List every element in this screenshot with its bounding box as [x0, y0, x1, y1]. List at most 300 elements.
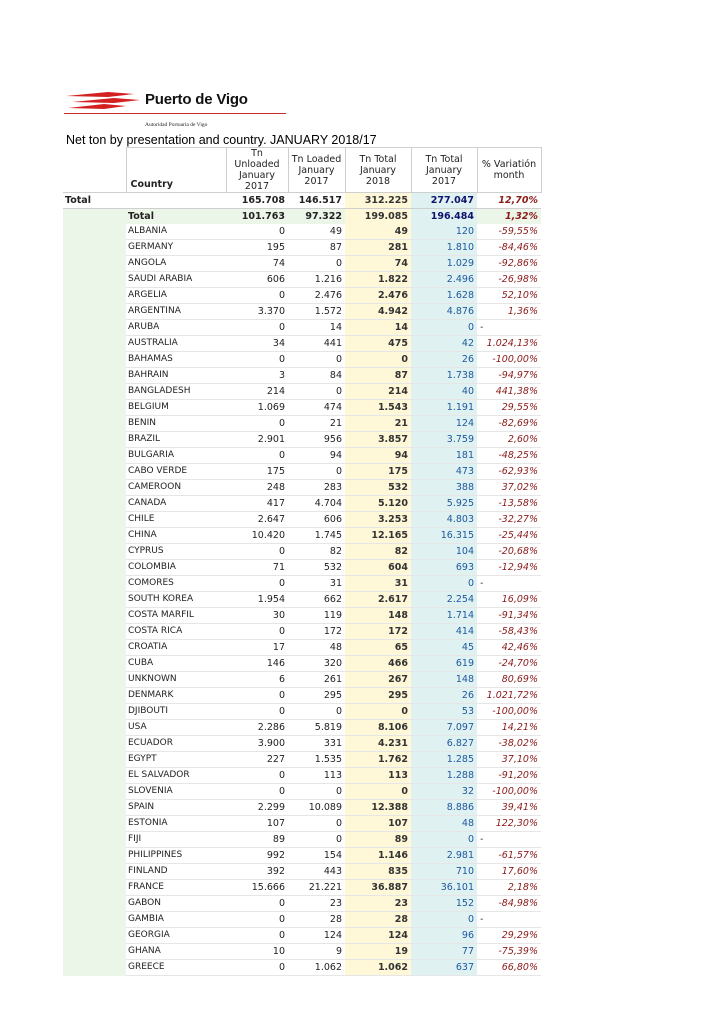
unloaded-cell: 0: [226, 688, 288, 704]
table-row: [63, 592, 541, 608]
country-cell: ALBANIA: [126, 224, 226, 240]
variation-cell: 14,21%: [477, 720, 541, 736]
col-header-unloaded: Tn Unloaded January 2017: [226, 148, 288, 193]
variation-cell: 37,10%: [477, 752, 541, 768]
loaded-cell: 0: [288, 384, 345, 400]
unloaded-cell: 0: [226, 768, 288, 784]
loaded-cell: 261: [288, 672, 345, 688]
table-row: [63, 560, 541, 576]
loaded-cell: 84: [288, 368, 345, 384]
table-row: [63, 416, 541, 432]
page-title: Net ton by presentation and country. JANUARY 2018/17: [66, 133, 377, 147]
loaded-cell: 474: [288, 400, 345, 416]
total-2018-cell: 3.253: [345, 512, 411, 528]
unloaded-cell: 214: [226, 384, 288, 400]
logo-subtitle: Autoridad Portuaria de Vigo: [145, 122, 208, 128]
total-2017-cell: 1.628: [411, 288, 477, 304]
header-row: [63, 148, 541, 193]
total-2017-cell: 77: [411, 944, 477, 960]
country-cell: CANADA: [126, 496, 226, 512]
total-2018-cell: 532: [345, 480, 411, 496]
variation-cell: 39,41%: [477, 800, 541, 816]
subtotal-unloaded: 101.763: [226, 209, 288, 225]
country-cell: PHILIPPINES: [126, 848, 226, 864]
loaded-cell: 956: [288, 432, 345, 448]
loaded-cell: 0: [288, 256, 345, 272]
country-cell: DJIBOUTI: [126, 704, 226, 720]
variation-cell: -61,57%: [477, 848, 541, 864]
country-cell: BAHAMAS: [126, 352, 226, 368]
table-row: [63, 336, 541, 352]
country-cell: BULGARIA: [126, 448, 226, 464]
loaded-cell: 9: [288, 944, 345, 960]
country-cell: CABO VERDE: [126, 464, 226, 480]
country-cell: SOUTH KOREA: [126, 592, 226, 608]
country-cell: BRAZIL: [126, 432, 226, 448]
total-2018-cell: 1.062: [345, 960, 411, 976]
variation-cell: -91,34%: [477, 608, 541, 624]
country-cell: BAHRAIN: [126, 368, 226, 384]
unloaded-cell: 146: [226, 656, 288, 672]
country-cell: GREECE: [126, 960, 226, 976]
col-header-loaded: Tn Loaded January 2017: [288, 148, 345, 193]
variation-cell: -84,46%: [477, 240, 541, 256]
loaded-cell: 21: [288, 416, 345, 432]
total-2017-cell: 2.981: [411, 848, 477, 864]
loaded-cell: 28: [288, 912, 345, 928]
unloaded-cell: 0: [226, 320, 288, 336]
unloaded-cell: 0: [226, 928, 288, 944]
variation-cell: -26,98%: [477, 272, 541, 288]
variation-cell: -100,00%: [477, 784, 541, 800]
total-2018-cell: 87: [345, 368, 411, 384]
total-2018-cell: 281: [345, 240, 411, 256]
country-cell: COLOMBIA: [126, 560, 226, 576]
total-2018-cell: 172: [345, 624, 411, 640]
col-header-variation: % Variatión month: [477, 148, 541, 193]
subtotal-label: Total: [126, 209, 226, 225]
variation-cell: -13,58%: [477, 496, 541, 512]
total-2017-cell: 414: [411, 624, 477, 640]
table-row: [63, 464, 541, 480]
unloaded-cell: 15.666: [226, 880, 288, 896]
total-2018-cell: 74: [345, 256, 411, 272]
loaded-cell: 31: [288, 576, 345, 592]
total-2017-cell: 1.285: [411, 752, 477, 768]
variation-cell: -100,00%: [477, 352, 541, 368]
variation-cell: 29,29%: [477, 928, 541, 944]
loaded-cell: 331: [288, 736, 345, 752]
country-cell: CYPRUS: [126, 544, 226, 560]
unloaded-cell: 0: [226, 960, 288, 976]
grand-total-row: [63, 193, 541, 209]
total-2017-cell: 1.714: [411, 608, 477, 624]
total-2018-cell: 4.942: [345, 304, 411, 320]
table-row: [63, 640, 541, 656]
variation-cell: 122,30%: [477, 816, 541, 832]
total-2018-cell: 89: [345, 832, 411, 848]
total-2018-cell: 1.543: [345, 400, 411, 416]
table-row: [63, 400, 541, 416]
table-row: [63, 816, 541, 832]
total-2018-cell: 14: [345, 320, 411, 336]
total-2017-cell: 124: [411, 416, 477, 432]
total-2018-cell: 21: [345, 416, 411, 432]
group-indent-cell: [63, 209, 126, 976]
country-cell: CHILE: [126, 512, 226, 528]
total-2018-cell: 214: [345, 384, 411, 400]
table-row: [63, 848, 541, 864]
total-2018-cell: 2.476: [345, 288, 411, 304]
loaded-cell: 0: [288, 464, 345, 480]
unloaded-cell: 3.900: [226, 736, 288, 752]
country-cell: COMORES: [126, 576, 226, 592]
variation-cell: -84,98%: [477, 896, 541, 912]
variation-cell: 1,36%: [477, 304, 541, 320]
variation-cell: 2,60%: [477, 432, 541, 448]
total-2017-cell: 1.738: [411, 368, 477, 384]
loaded-cell: 49: [288, 224, 345, 240]
variation-cell: 37,02%: [477, 480, 541, 496]
unloaded-cell: 3.370: [226, 304, 288, 320]
grand-total-label: Total: [63, 193, 226, 209]
total-2018-cell: 4.231: [345, 736, 411, 752]
country-cell: EL SALVADOR: [126, 768, 226, 784]
variation-cell: 16,09%: [477, 592, 541, 608]
variation-cell: -20,68%: [477, 544, 541, 560]
total-2017-cell: 0: [411, 320, 477, 336]
total-2018-cell: 107: [345, 816, 411, 832]
country-cell: EGYPT: [126, 752, 226, 768]
loaded-cell: 4.704: [288, 496, 345, 512]
variation-cell: -: [477, 576, 541, 592]
loaded-cell: 48: [288, 640, 345, 656]
variation-cell: -94,97%: [477, 368, 541, 384]
loaded-cell: 5.819: [288, 720, 345, 736]
total-2018-cell: 175: [345, 464, 411, 480]
port-logo-icon: [64, 88, 142, 114]
total-2018-cell: 604: [345, 560, 411, 576]
total-2018-cell: 0: [345, 704, 411, 720]
total-2018-cell: 2.617: [345, 592, 411, 608]
table-row: [63, 320, 541, 336]
unloaded-cell: 0: [226, 784, 288, 800]
table-row: [63, 448, 541, 464]
unloaded-cell: 606: [226, 272, 288, 288]
table-row: [63, 672, 541, 688]
loaded-cell: 172: [288, 624, 345, 640]
total-2017-cell: 2.254: [411, 592, 477, 608]
total-2018-cell: 94: [345, 448, 411, 464]
country-cell: FINLAND: [126, 864, 226, 880]
unloaded-cell: 0: [226, 448, 288, 464]
col-header-total-2018: Tn Total January 2018: [345, 148, 411, 193]
total-2017-cell: 1.810: [411, 240, 477, 256]
total-2018-cell: 23: [345, 896, 411, 912]
table-row: [63, 608, 541, 624]
variation-cell: -25,44%: [477, 528, 541, 544]
unloaded-cell: 175: [226, 464, 288, 480]
total-2018-cell: 12.388: [345, 800, 411, 816]
country-cell: ECUADOR: [126, 736, 226, 752]
grand-total-unloaded: 165.708: [226, 193, 288, 209]
loaded-cell: 606: [288, 512, 345, 528]
table-row: [63, 256, 541, 272]
subtotal-2018: 199.085: [345, 209, 411, 225]
total-2018-cell: 65: [345, 640, 411, 656]
variation-cell: -: [477, 912, 541, 928]
table-row: [63, 704, 541, 720]
total-2017-cell: 104: [411, 544, 477, 560]
subtotal-row: [63, 209, 541, 225]
country-cell: USA: [126, 720, 226, 736]
total-2017-cell: 48: [411, 816, 477, 832]
total-2018-cell: 295: [345, 688, 411, 704]
unloaded-cell: 0: [226, 912, 288, 928]
total-2017-cell: 693: [411, 560, 477, 576]
table-row: [63, 656, 541, 672]
table-row: [63, 304, 541, 320]
table-row: [63, 688, 541, 704]
unloaded-cell: 10.420: [226, 528, 288, 544]
total-2017-cell: 152: [411, 896, 477, 912]
total-2017-cell: 710: [411, 864, 477, 880]
total-2017-cell: 7.097: [411, 720, 477, 736]
loaded-cell: 154: [288, 848, 345, 864]
variation-cell: -12,94%: [477, 560, 541, 576]
loaded-cell: 1.572: [288, 304, 345, 320]
loaded-cell: 23: [288, 896, 345, 912]
unloaded-cell: 1.069: [226, 400, 288, 416]
total-2018-cell: 82: [345, 544, 411, 560]
total-2017-cell: 1.191: [411, 400, 477, 416]
loaded-cell: 21.221: [288, 880, 345, 896]
total-2018-cell: 8.106: [345, 720, 411, 736]
table-row: [63, 352, 541, 368]
total-2017-cell: 148: [411, 672, 477, 688]
loaded-cell: 1.216: [288, 272, 345, 288]
unloaded-cell: 71: [226, 560, 288, 576]
total-2018-cell: 0: [345, 784, 411, 800]
unloaded-cell: 417: [226, 496, 288, 512]
country-cell: COSTA RICA: [126, 624, 226, 640]
table-row: [63, 224, 541, 240]
subtotal-2017: 196.484: [411, 209, 477, 225]
table-row: [63, 512, 541, 528]
table-row: [63, 240, 541, 256]
unloaded-cell: 34: [226, 336, 288, 352]
table-row: [63, 864, 541, 880]
variation-cell: -: [477, 832, 541, 848]
table-row: [63, 832, 541, 848]
grand-total-2018: 312.225: [345, 193, 411, 209]
country-cell: COSTA MARFIL: [126, 608, 226, 624]
total-2018-cell: 5.120: [345, 496, 411, 512]
table-row: [63, 768, 541, 784]
variation-cell: -91,20%: [477, 768, 541, 784]
table-row: [63, 480, 541, 496]
total-2018-cell: 49: [345, 224, 411, 240]
total-2017-cell: 26: [411, 352, 477, 368]
table-row: [63, 288, 541, 304]
total-2017-cell: 4.803: [411, 512, 477, 528]
table-row: [63, 880, 541, 896]
loaded-cell: 94: [288, 448, 345, 464]
total-2018-cell: 3.857: [345, 432, 411, 448]
variation-cell: 17,60%: [477, 864, 541, 880]
unloaded-cell: 0: [226, 224, 288, 240]
total-2017-cell: 619: [411, 656, 477, 672]
loaded-cell: 0: [288, 816, 345, 832]
country-cell: FIJI: [126, 832, 226, 848]
table-row: [63, 496, 541, 512]
variation-cell: 1.024,13%: [477, 336, 541, 352]
total-2017-cell: 16.315: [411, 528, 477, 544]
total-2017-cell: 1.288: [411, 768, 477, 784]
variation-cell: -24,70%: [477, 656, 541, 672]
total-2018-cell: 1.762: [345, 752, 411, 768]
variation-cell: -75,39%: [477, 944, 541, 960]
total-2018-cell: 19: [345, 944, 411, 960]
unloaded-cell: 30: [226, 608, 288, 624]
total-2017-cell: 8.886: [411, 800, 477, 816]
table-row: [63, 368, 541, 384]
table-row: [63, 576, 541, 592]
country-cell: GEORGIA: [126, 928, 226, 944]
variation-cell: 29,55%: [477, 400, 541, 416]
country-cell: ARUBA: [126, 320, 226, 336]
variation-cell: -100,00%: [477, 704, 541, 720]
unloaded-cell: 2.647: [226, 512, 288, 528]
table-row: [63, 544, 541, 560]
unloaded-cell: 6: [226, 672, 288, 688]
unloaded-cell: 0: [226, 544, 288, 560]
variation-cell: -82,69%: [477, 416, 541, 432]
col-header-country: Country: [126, 148, 226, 193]
unloaded-cell: 0: [226, 288, 288, 304]
country-cell: BANGLADESH: [126, 384, 226, 400]
loaded-cell: 443: [288, 864, 345, 880]
total-2017-cell: 4.876: [411, 304, 477, 320]
country-cell: GHANA: [126, 944, 226, 960]
loaded-cell: 295: [288, 688, 345, 704]
unloaded-cell: 10: [226, 944, 288, 960]
tonnage-table: [63, 147, 542, 976]
table-row: [63, 736, 541, 752]
unloaded-cell: 227: [226, 752, 288, 768]
loaded-cell: 1.535: [288, 752, 345, 768]
variation-cell: 66,80%: [477, 960, 541, 976]
loaded-cell: 10.089: [288, 800, 345, 816]
country-cell: BELGIUM: [126, 400, 226, 416]
grand-total-loaded: 146.517: [288, 193, 345, 209]
table-row: [63, 784, 541, 800]
loaded-cell: 662: [288, 592, 345, 608]
loaded-cell: 0: [288, 352, 345, 368]
total-2017-cell: 473: [411, 464, 477, 480]
loaded-cell: 0: [288, 784, 345, 800]
total-2017-cell: 36.101: [411, 880, 477, 896]
unloaded-cell: 3: [226, 368, 288, 384]
country-cell: ANGOLA: [126, 256, 226, 272]
total-2017-cell: 637: [411, 960, 477, 976]
table-row: [63, 912, 541, 928]
total-2017-cell: 0: [411, 576, 477, 592]
total-2018-cell: 466: [345, 656, 411, 672]
total-2018-cell: 1.822: [345, 272, 411, 288]
subtotal-loaded: 97.322: [288, 209, 345, 225]
total-2018-cell: 0: [345, 352, 411, 368]
unloaded-cell: 17: [226, 640, 288, 656]
variation-cell: -32,27%: [477, 512, 541, 528]
unloaded-cell: 0: [226, 704, 288, 720]
country-cell: SPAIN: [126, 800, 226, 816]
total-2017-cell: 388: [411, 480, 477, 496]
total-2018-cell: 124: [345, 928, 411, 944]
total-2018-cell: 12.165: [345, 528, 411, 544]
total-2018-cell: 36.887: [345, 880, 411, 896]
country-cell: CROATIA: [126, 640, 226, 656]
table-row: [63, 272, 541, 288]
total-2017-cell: 32: [411, 784, 477, 800]
loaded-cell: 14: [288, 320, 345, 336]
total-2017-cell: 120: [411, 224, 477, 240]
total-2018-cell: 113: [345, 768, 411, 784]
unloaded-cell: 0: [226, 352, 288, 368]
total-2018-cell: 1.146: [345, 848, 411, 864]
loaded-cell: 1.062: [288, 960, 345, 976]
country-cell: SLOVENIA: [126, 784, 226, 800]
table-row: [63, 624, 541, 640]
unloaded-cell: 0: [226, 416, 288, 432]
loaded-cell: 82: [288, 544, 345, 560]
loaded-cell: 0: [288, 832, 345, 848]
variation-cell: 42,46%: [477, 640, 541, 656]
country-cell: CHINA: [126, 528, 226, 544]
loaded-cell: 124: [288, 928, 345, 944]
unloaded-cell: 0: [226, 624, 288, 640]
total-2017-cell: 6.827: [411, 736, 477, 752]
loaded-cell: 1.745: [288, 528, 345, 544]
unloaded-cell: 0: [226, 896, 288, 912]
variation-cell: -59,55%: [477, 224, 541, 240]
table-row: [63, 720, 541, 736]
table-row: [63, 528, 541, 544]
variation-cell: 1.021,72%: [477, 688, 541, 704]
country-cell: CUBA: [126, 656, 226, 672]
unloaded-cell: 1.954: [226, 592, 288, 608]
unloaded-cell: 107: [226, 816, 288, 832]
unloaded-cell: 992: [226, 848, 288, 864]
country-cell: SAUDI ARABIA: [126, 272, 226, 288]
country-cell: ARGELIA: [126, 288, 226, 304]
table-row: [63, 432, 541, 448]
header-spacer: [63, 148, 126, 193]
loaded-cell: 441: [288, 336, 345, 352]
unloaded-cell: 248: [226, 480, 288, 496]
total-2018-cell: 475: [345, 336, 411, 352]
total-2017-cell: 40: [411, 384, 477, 400]
total-2018-cell: 31: [345, 576, 411, 592]
variation-cell: -38,02%: [477, 736, 541, 752]
total-2017-cell: 42: [411, 336, 477, 352]
table-row: [63, 928, 541, 944]
unloaded-cell: 2.286: [226, 720, 288, 736]
table-row: [63, 752, 541, 768]
variation-cell: -58,43%: [477, 624, 541, 640]
variation-cell: -: [477, 320, 541, 336]
country-cell: CAMEROON: [126, 480, 226, 496]
